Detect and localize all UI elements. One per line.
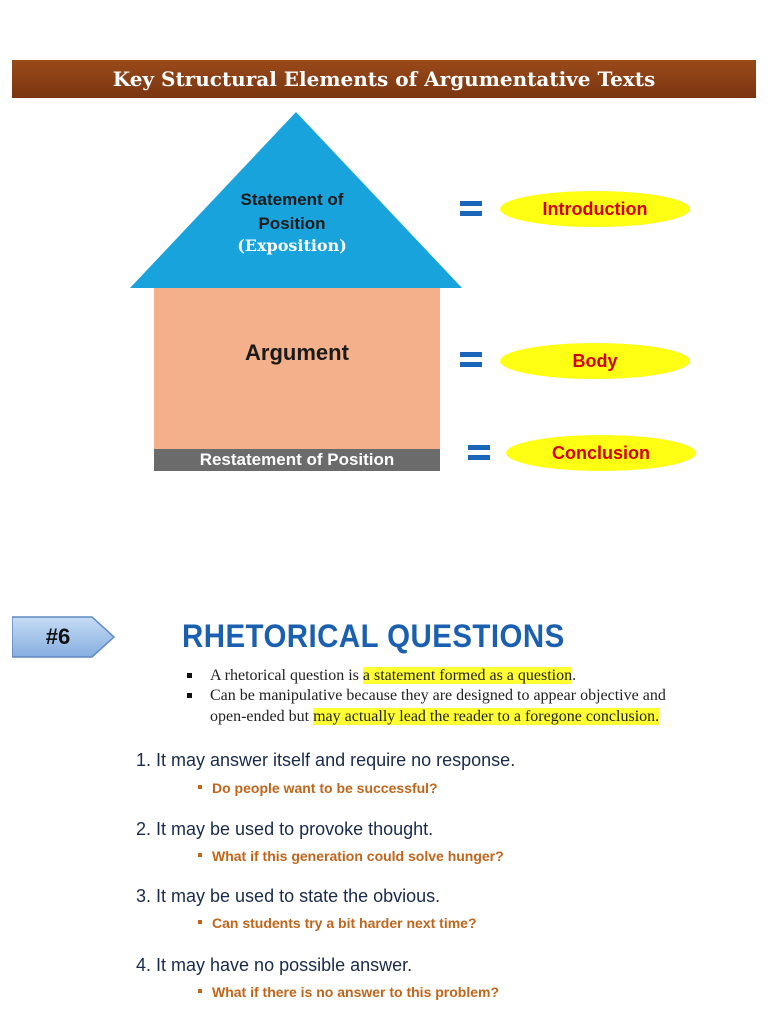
restatement-bar: Restatement of Position	[154, 449, 440, 471]
list-item: 3. It may be used to state the obvious.	[136, 886, 441, 906]
slide-title-banner: Key Structural Elements of Argumentative Texts	[12, 60, 756, 98]
roof-line-1: Statement of	[240, 190, 344, 209]
highlight: a statement formed as a question	[362, 667, 573, 684]
exposition-label: (Exposition)	[237, 236, 347, 255]
structure-slide	[12, 60, 756, 485]
bullet-marker	[187, 693, 192, 698]
argument-label: Argument	[245, 340, 349, 365]
bullet-manipulative: Can be manipulative because they are designed to appear objective and open-ended but may actually lead the reader to a foregone conclusion.	[187, 685, 727, 729]
house-body	[154, 288, 440, 450]
slide-title: RHETORICAL QUESTIONS	[182, 618, 565, 654]
statement-of-position-label	[212, 188, 372, 236]
bullet-definition: A rhetorical question is a statement formed as a question.	[187, 665, 727, 687]
body-pill: Body	[500, 343, 690, 379]
slide-number: #6	[45, 624, 71, 649]
bullet-marker	[187, 673, 192, 678]
roof-line-2: Position	[258, 214, 326, 233]
rhetorical-questions-slide	[12, 604, 756, 1024]
conclusion-pill: Conclusion	[506, 435, 696, 471]
introduction-pill: Introduction	[500, 191, 690, 227]
example-question: What if there is no answer to this problem?	[198, 984, 499, 1000]
example-question: What if this generation could solve hunger?	[198, 848, 504, 864]
equals-sign	[460, 352, 482, 368]
example-question: Can students try a bit harder next time?	[198, 915, 477, 931]
highlight: may actually lead the reader to a foregone conclusion.	[313, 708, 660, 725]
equals-sign	[468, 445, 490, 461]
list-item: 1. It may answer itself and require no response.	[136, 750, 516, 770]
list-item: 4. It may have no possible answer.	[136, 955, 413, 975]
list-item: 2. It may be used to provoke thought.	[136, 819, 434, 839]
example-question: Do people want to be successful?	[198, 780, 438, 796]
equals-sign	[460, 201, 482, 217]
